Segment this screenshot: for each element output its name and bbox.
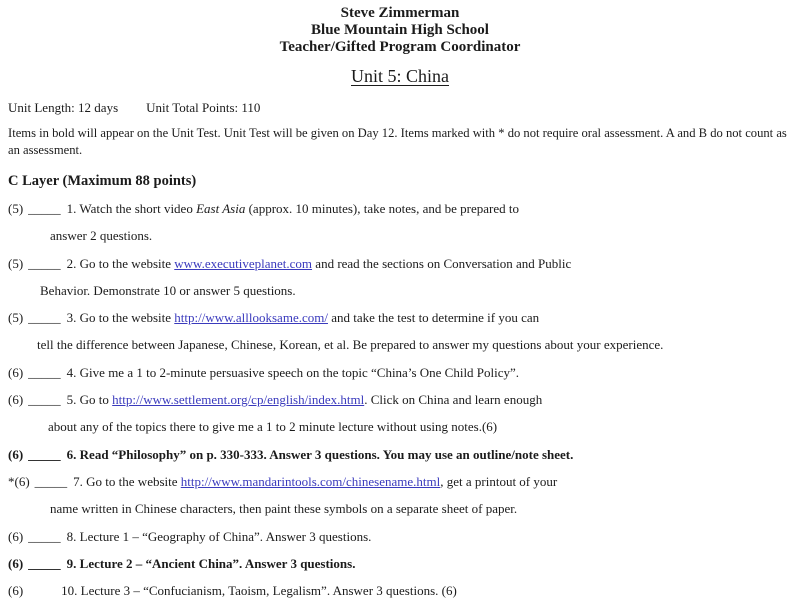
item-points: (5) <box>8 255 24 271</box>
item-points: (6) <box>8 392 24 408</box>
item-blank-line: _____ <box>28 201 61 216</box>
item-text: and take the test to determine if you can <box>327 310 540 326</box>
section-heading: C Layer (Maximum 88 points) <box>8 173 197 189</box>
item-text: 6. Read “Philosophy” on p. 330-333. Answer 3 questions. You may use an outline/note sheet. <box>66 446 574 462</box>
item-text: 9. Lecture 2 – “Ancient China”. Answer 3 questions. <box>66 555 356 571</box>
item-1-continuation: answer 2 questions. <box>50 228 153 244</box>
item-blank-line: _____ <box>28 555 61 571</box>
page-title: Unit 5: China <box>351 66 449 86</box>
item-text: . Click on China and learn enough <box>364 392 543 408</box>
unit-length-label: Unit Length: 12 days <box>8 100 119 115</box>
item-text: 4. Give me a 1 to 2-minute persuasive speech on the topic “China’s One Child Policy”. <box>66 364 520 380</box>
item-3-continuation: tell the difference between Japanese, Chinese, Korean, et al. Be prepared to answer my questions about your experience. <box>37 337 664 353</box>
header-role: Teacher/Gifted Program Coordinator <box>279 39 521 55</box>
item-points: (6) <box>8 528 24 544</box>
assignment-item-7 <box>8 468 792 495</box>
item-points: *(6) <box>8 473 30 489</box>
item-text: and read the sections on Conversation and Public <box>312 255 572 271</box>
item-5-continuation: about any of the topics there to give me a 1 to 2 minute lecture without using notes.(6) <box>48 419 498 435</box>
assignment-item-1 <box>8 195 792 222</box>
assignment-item-8 <box>8 523 792 550</box>
item-text: 7. Go to the website <box>73 473 181 489</box>
item-points: (5) <box>8 201 24 216</box>
item-text: 3. Go to the website <box>66 310 175 326</box>
item-points: (6) <box>8 364 24 380</box>
header-school: Blue Mountain High School <box>311 22 489 38</box>
item-video-title: East Asia <box>196 201 246 216</box>
executiveplanet-link[interactable]: www.executiveplanet.com <box>174 255 313 271</box>
item-points: (6) <box>8 555 24 571</box>
alllooksame-link[interactable]: http://www.alllooksame.com/ <box>174 310 328 326</box>
item-points: (6) <box>8 446 24 462</box>
assignment-item-2 <box>8 250 792 277</box>
item-points: (5) <box>8 310 24 326</box>
unit-meta <box>8 100 792 116</box>
assignment-item-5 <box>8 386 792 413</box>
item-7-continuation: name written in Chinese characters, then paint these symbols on a separate sheet of paper. <box>50 501 518 517</box>
assignment-list <box>8 195 792 600</box>
mandarintools-link[interactable]: http://www.mandarintools.com/chinesename.html <box>180 473 441 489</box>
item-blank-line: _____ <box>28 310 61 326</box>
item-blank-line: _____ <box>28 392 61 408</box>
assignment-item-6 <box>8 441 792 468</box>
item-text: 5. Go to <box>66 392 113 408</box>
item-text: 8. Lecture 1 – “Geography of China”. Answer 3 questions. <box>66 528 372 544</box>
item-blank-line: _____ <box>28 364 61 380</box>
intro-paragraph: Items in bold will appear on the Unit Test. Unit Test will be given on Day 12. Items marked with * do not require oral assessment. A and B do not count as an assessment. <box>8 126 787 157</box>
assignment-item-10 <box>8 577 792 600</box>
assignment-item-3 <box>8 304 792 331</box>
settlement-link[interactable]: http://www.settlement.org/cp/english/index.html <box>112 392 365 408</box>
item-blank-line: _____ <box>28 255 61 271</box>
header-name: Steve Zimmerman <box>340 5 460 21</box>
item-text: , get a printout of your <box>440 473 558 489</box>
item-text: 1. Watch the short video <box>66 201 197 216</box>
item-text: 10. Lecture 3 – “Confucianism, Taoism, Legalism”. Answer 3 questions. (6) <box>61 583 457 599</box>
item-text: 2. Go to the website <box>66 255 175 271</box>
page-title-row <box>8 65 792 89</box>
item-blank-line: _____ <box>28 528 61 544</box>
item-2-continuation: Behavior. Demonstrate 10 or answer 5 questions. <box>40 282 296 298</box>
item-blank-line: _____ <box>34 473 68 489</box>
item-points: (6) <box>8 583 24 599</box>
assignment-item-4 <box>8 359 792 386</box>
unit-total-points-label: Unit Total Points: 110 <box>146 100 261 115</box>
assignment-item-9 <box>8 550 792 577</box>
item-text: (approx. 10 minutes), take notes, and be prepared to <box>245 201 519 216</box>
item-blank-line: _____ <box>28 446 61 462</box>
